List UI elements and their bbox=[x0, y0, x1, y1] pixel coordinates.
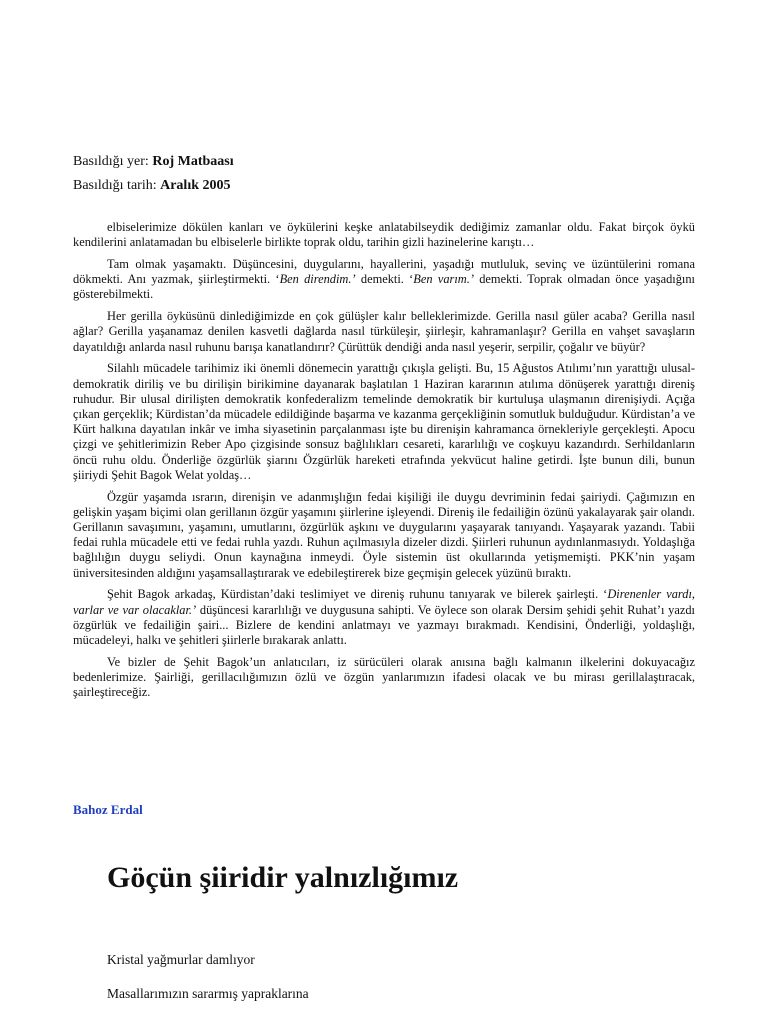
poem-title: Göçün şiiridir yalnızlığımız bbox=[107, 861, 459, 894]
printer-value: Roj Matbaası bbox=[152, 154, 234, 169]
paragraph-5: Özgür yaşamda ısrarın, direnişin ve adanmışlığın fedai kişiliği ile duygu devriminin fedai şairiydi. Çağımızın en gelişkin yaşam biçimi olan gerillanın özgür yaşamını şiirlerine işleyendi. Direniş ile fedailiğin özünü yakalayarak şair olandı. Gerillanın savaşımını, yaşamını, umutlarını, özgürlük aşkını ve duygularını yaşayarak tanıyandı. Yaşayarak yazandı. Tabii fedai ruhla mücadele etti ve fedai ruhla yazdı. Ruhun açılmasıyla dizeler dizdi. Şiirleri ruhunun aydınlanmasıydı. Yoldaşlığa bağlılığın duygu seliydi. Onun kaynağına inmeydi. Öyle sistemin üst okullarında yetişmemişti. PKK’nin yaşam üniversitesinden aldığını yaşamsallaştırarak ve edebileştirerek bize geçmişin gelecek yüzünü bıraktı. bbox=[73, 489, 695, 580]
print-date-value: Aralık 2005 bbox=[160, 178, 231, 193]
quote-direnenler: Direnenler vardı, varlar ve var olacaklar.’ bbox=[73, 587, 696, 617]
poem-line: Masallarımızın sararmış yapraklarına bbox=[107, 986, 309, 1001]
paragraph-6-part-2: düşüncesi kararlılığı ve duygusuna sahipti. Ve öylece son olarak Dersim şehidi şehit Ruhat’ı yazdı özgürlük ve fedailiğin şairi... Bizlere de kendini anlatmayı ve yazmayı bırakmadı. Kendisini, Önderliği, yoldaşlığı, mücadeleyi, halkı ve şehitleri şiirlerle bırakarak anlattı. bbox=[73, 602, 695, 648]
paragraph-7: Ve bizler de Şehit Bagok’un anlatıcıları, iz sürücüleri olarak anısına bağlı kalmanın ilkelerini dokuyacağız bedenlerimize. Şairliği, gerillacılığımızın özlü ve özgün yanlarımızın ifadesi olacak ve bu mirası gerillalaştıracak, şairleştireceğiz. bbox=[73, 654, 695, 700]
paragraph-2-part-2: demekti. ‘ bbox=[355, 272, 414, 287]
print-date-label: Basıldığı tarih: bbox=[73, 178, 161, 193]
paragraph-2-part-3: demekti. Toprak olmadan önce yaşadığını gösterebilmekti. bbox=[73, 272, 695, 302]
printer-row bbox=[73, 150, 234, 174]
quote-ben-direndim: Ben direndim.’ bbox=[279, 272, 356, 287]
imprint-block bbox=[73, 150, 234, 198]
paragraph-3: Her gerilla öyküsünü dinlediğimizde en çok gülüşler kalır belleklerimizde. Gerilla nasıl güler acaba? Gerilla nasıl ağlar? Gerilla yaşanamaz denilen kasvetli dağlarda nasıl türküleşir, şiirleşir, kahramanlaşır? Gerilla en vahşet savaşların dayatıldığı anlarda nasıl ruhunu barışa kanatlandırır? Çürüttük dendiği anda nasıl yeşerir, serpilir, çoğalır ve büyür? bbox=[73, 309, 695, 354]
paragraph-2 bbox=[73, 257, 695, 303]
paragraph-6 bbox=[73, 587, 695, 648]
print-date-row bbox=[73, 174, 234, 198]
preface-text bbox=[73, 220, 695, 707]
paragraph-1: elbiselerimize dökülen kanları ve öykülerini keşke anlatabilseydik dediğimiz zamanlar oldu. Fakat birçok öykü kendilerini anlatamadan bu elbiselerle birlikte toprak oldu, tarihin gizli hazinelerine karıştı… bbox=[73, 220, 695, 250]
paragraph-2-part-1: Tam olmak yaşamaktı. Düşüncesini, duygularını, hayallerini, yaşadığı mutluluk, sevinç ve üzüntülerini romana dökmekti. Anı yazmak, şiirleştirmekti. ‘ bbox=[73, 257, 695, 287]
author-signature: Bahoz Erdal bbox=[73, 802, 143, 817]
paragraph-4: Silahlı mücadele tarihimiz iki önemli dönemecin yarattığı çıkışla gelişti. Bu, 15 Ağustos Atılımı’nın yarattığı ulusal-demokratik diriliş ve bu dirilişin birikimine dayanarak başlatılan 1 Haziran kararının atılıma dönüşerek yarattığı direniş ruhudur. Bir ulusal dirilişten demokratik konfederalizm temelinde demokratik bir kurtuluşa ulaşmanın direnişiydi. Açığa çıkan gerçeklik; Kürdistan’da mücadele edildiğinde başarma ve kazanma gerçekliğinin somutluk bulduğudur. Kürdistan’a ve Kürt halkına dayatılan inkâr ve imha siyasetinin parçalanması işte bu direnişin kahramanca örnekleriyle gerçekleşti. Apocu çizgi ve şehitlerimizin Reber Apo çizgisinde sonsuz bağlılıkları cesareti, kararlılığı ve coşkuyu kazandırdı. Serhildanların öncü ruhu oldu. Önderliğe özgürlük şiarını Özgürlük hareketi etrafında yekvücut haline getirdi. İşte bunun dili, bunun şiiriydi Şehit Bagok Welat yoldaş… bbox=[73, 361, 695, 482]
paragraph-6-part-1: Şehit Bagok arkadaş, Kürdistan’daki teslimiyet ve direniş ruhunu tanıyarak ve bilerek şairleşti. ‘ bbox=[107, 587, 608, 602]
poem-line: Kristal yağmurlar damlıyor bbox=[107, 952, 255, 967]
quote-ben-varim: Ben varım.’ bbox=[413, 272, 474, 287]
printer-label: Basıldığı yer: bbox=[73, 154, 153, 169]
